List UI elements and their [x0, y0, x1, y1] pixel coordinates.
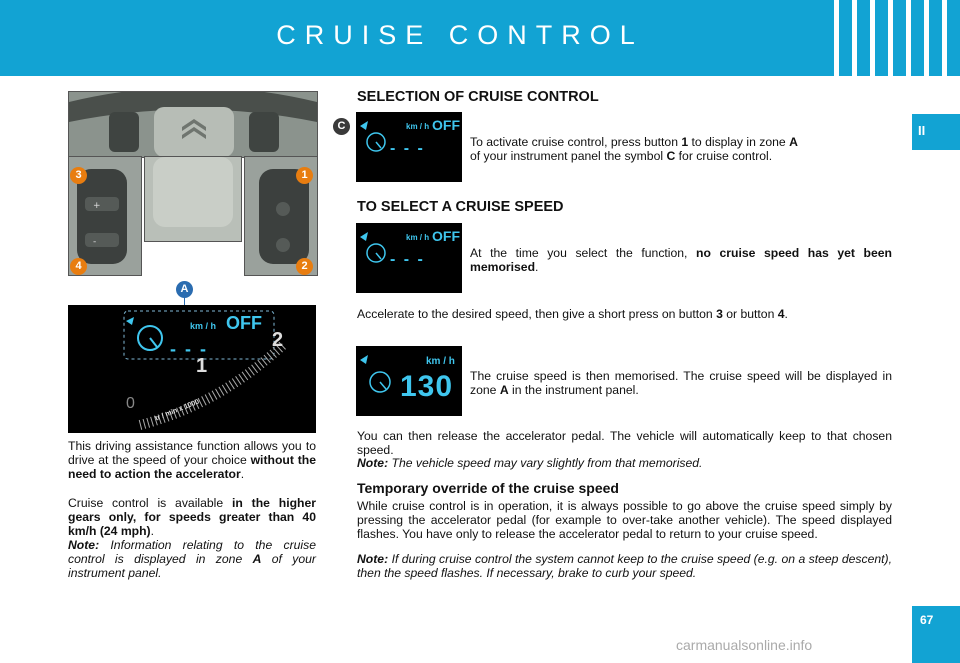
display-unit: km / h: [406, 122, 430, 131]
header-stripe: [852, 0, 857, 76]
display-unit: km / h: [426, 356, 455, 367]
override-note: Note: If during cruise control the system cannot keep to the cruise speed (e.g. on a steep descent), then the speed flashes. If necessary, brake to curb your speed.: [357, 552, 892, 580]
display-dashes: - - -: [390, 140, 425, 157]
display-status: OFF: [432, 117, 460, 133]
availability-paragraph: Cruise control is available in the higher gears only, for speeds greater than 40 km/h (24 mph).: [68, 496, 316, 538]
steering-wheel-photo: [68, 91, 318, 158]
label-1: 1: [296, 167, 313, 184]
footer-watermark[interactable]: carmanualsonline.info: [676, 637, 813, 653]
speed-paragraph-4: You can then release the accelerator pedal. The vehicle will automatically keep to that chosen speed.: [357, 429, 892, 457]
header-stripe: [888, 0, 893, 76]
speed-note: Note: The vehicle speed may vary slightly from that memorised.: [357, 456, 703, 470]
display-speed: 130: [400, 370, 454, 403]
cluster-rpm-label: tr / min x 1000: [154, 398, 201, 423]
steering-hub-photo: [144, 156, 242, 242]
speed-paragraph-1: At the time you select the function, no cruise speed has yet been memorised.: [470, 246, 893, 274]
cluster-scale-zero: 0: [126, 395, 135, 412]
header-stripe: [942, 0, 947, 76]
speed-paragraph-2: Accelerate to the desired speed, then give a short press on button 3 or button 4.: [357, 307, 788, 321]
left-note: Note: Information relating to the cruise control is displayed in zone A of your instrument panel.: [68, 538, 316, 580]
display-off-2: [356, 223, 462, 293]
speed-heading: TO SELECT A CRUISE SPEED: [357, 199, 564, 215]
cluster-scale-one: 1: [196, 355, 208, 377]
page-number: 67: [912, 606, 960, 663]
cluster-scale-two: 2: [272, 329, 284, 351]
header-stripe: [924, 0, 929, 76]
display-dashes: - - -: [390, 251, 425, 268]
instrument-cluster: [68, 305, 316, 433]
label-c: C: [333, 118, 350, 135]
selection-paragraph: To activate cruise control, press button 1 to display in zone A of your instrument panel the symbol C for cruise control.: [470, 135, 798, 163]
intro-paragraph: This driving assistance function allows you to drive at the speed of your choice without the need to action the accelerator.: [68, 439, 316, 481]
label-a: A: [176, 281, 193, 298]
cluster-dashes: - - -: [170, 339, 208, 359]
cluster-unit: km / h: [190, 321, 217, 331]
svg-text:-: -: [93, 237, 97, 247]
override-paragraph: While cruise control is in operation, it is always possible to go above the cruise speed simply by pressing the accelerator pedal (for example to over-take another vehicle). The speed displayed flashes. You have only to release the accelerator pedal to return to your cruise speed.: [357, 499, 892, 541]
display-unit: km / h: [406, 233, 430, 242]
header-stripe: [870, 0, 875, 76]
header-stripe: [834, 0, 839, 76]
selection-heading: SELECTION OF CRUISE CONTROL: [357, 89, 599, 105]
label-2: 2: [296, 258, 313, 275]
cluster-status: OFF: [226, 313, 262, 333]
chapter-tab[interactable]: II: [912, 114, 960, 150]
page-title: CRUISE CONTROL: [276, 20, 644, 50]
display-status: OFF: [432, 228, 460, 244]
label-3: 3: [70, 167, 87, 184]
display-130: [356, 346, 462, 416]
header-stripe: [906, 0, 911, 76]
svg-text:+: +: [93, 201, 101, 211]
display-off-1: [356, 112, 462, 182]
speed-paragraph-3: The cruise speed is then memorised. The cruise speed will be displayed in zone A in the instrument panel.: [470, 369, 892, 397]
override-heading: Temporary override of the cruise speed: [357, 480, 619, 496]
label-4: 4: [70, 258, 87, 275]
